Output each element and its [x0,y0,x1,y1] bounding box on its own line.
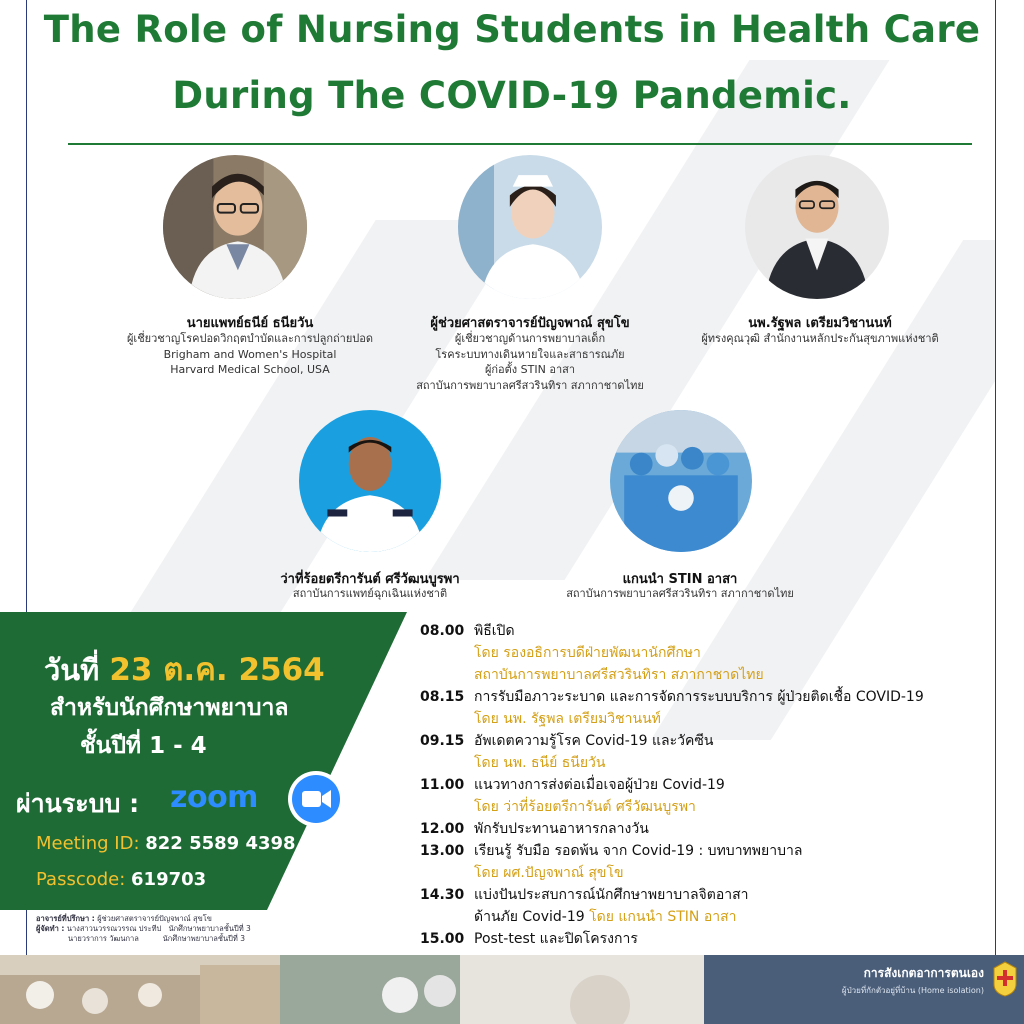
speaker-4-name: ว่าที่ร้อยตรีการันต์ ศรีวัฒนบูรพา [280,572,460,587]
schedule-presenter: โดย แกนนำ STIN อาสา [589,909,737,925]
organizer-role: นักศึกษาพยาบาลชั้นปีที่ 3 [168,924,251,933]
schedule-line [420,642,1000,664]
speaker-2-info-line: สถาบันการพยาบาลศรีสวรินทิรา สภากาชาดไทย [416,378,644,392]
schedule-time: 08.15 [420,689,465,705]
schedule-topic: ด้านภัย Covid-19 [474,909,590,925]
advisor-name: ผู้ช่วยศาสตราจารย์ปัญจพาณ์ สุขโข [97,914,212,923]
schedule-line [420,686,1000,708]
event-date [44,644,325,694]
event-audience-line-2: ชั้นปีที่ 1 - 4 [80,733,207,759]
schedule-line [420,862,1000,884]
schedule-line [420,884,1000,906]
schedule-text [474,840,802,862]
schedule-topic: พิธีเปิด [474,623,515,639]
schedule-text [474,730,713,752]
schedule-topic: พักรับประทานอาหารกลางวัน [474,821,649,837]
credits-organizer-row [36,924,251,934]
schedule-text [474,774,725,796]
schedule-text [474,928,638,950]
schedule-time: 08.00 [420,623,465,639]
schedule-time: 15.00 [420,931,465,947]
speaker-3-name: นพ.รัฐพล เตรียมวิชานนท์ [748,316,892,331]
schedule-line [420,796,1000,818]
schedule-text [474,862,624,884]
organizer-name: นางสาวนวรรณวรรณ ประทีป [66,924,162,933]
schedule-topic: อัพเดตความรู้โรค Covid-19 และวัคซีน [474,733,714,749]
schedule-presenter: โดย รองอธิการบดีฝ่ายพัฒนานักศึกษา [474,645,701,661]
schedule-line [420,818,1000,840]
schedule-time: 11.00 [420,777,465,793]
schedule-presenter: โดย ผศ.ปัญจพาณ์ สุขโข [474,865,624,881]
credits [36,914,251,944]
schedule-topic: แบ่งปันประสบการณ์นักศึกษาพยาบาลจิตอาสา [474,887,749,903]
passcode [36,869,206,890]
speaker-1-info-line: ผู้เชี่ยวชาญโรคปอดวิกฤตบำบัดและการปลูกถ่ายปอด [126,332,374,345]
speaker-4-info-line: สถาบันการแพทย์ฉุกเฉินแห่งชาติ [292,587,448,600]
advisor-label: อาจารย์ที่ปรึกษา : [36,914,95,923]
schedule-topic: การรับมือภาวะระบาด และการจัดการระบบบริการ ผู้ป่วยติดเชื้อ COVID-19 [474,689,924,705]
speaker-photo-4 [299,410,441,552]
organizer-name: นายวราการ วัฒนกาล [68,934,139,943]
speaker-1-portrait-icon [163,155,307,299]
schedule-line [420,730,1000,752]
passcode-label: Passcode: [36,869,132,890]
schedule-line [420,752,1000,774]
organizer-role: นักศึกษาพยาบาลชั้นปีที่ 3 [162,934,245,943]
speaker-2-name: ผู้ช่วยศาสตราจารย์ปัญจพาณ์ สุขโข [430,316,630,331]
meeting-id-value[interactable]: 822 5589 4398 [145,833,296,854]
schedule-text [474,752,605,774]
schedule-time: 14.30 [420,887,465,903]
event-audience-line-1: สำหรับนักศึกษาพยาบาล [50,695,289,721]
schedule-text [474,620,515,642]
credits-organizer-row [36,934,251,944]
schedule-text [474,906,737,928]
schedule [420,620,1000,950]
title-divider [68,143,972,145]
schedule-text [474,818,649,840]
speaker-3-info [630,331,1010,347]
speaker-3-portrait-icon [745,155,889,299]
schedule-topic: เรียนรู้ รับมือ รอดพ้น จาก Covid-19 : บทบาทพยาบาล [474,843,803,859]
speaker-2-info-line: ผู้ก่อตั้ง STIN อาสา [484,363,576,376]
page-title-line-1: The Role of Nursing Students in Health Care [43,8,981,51]
speaker-photo-5 [610,410,752,552]
speaker-5-name: แกนนำ STIN อาสา [622,572,738,587]
meeting-id-label: Meeting ID: [36,833,146,854]
speaker-5-info-line: สถาบันการพยาบาลศรีสวรินทิรา สภากาชาดไทย [566,587,794,600]
video-camera-icon [288,771,344,827]
red-cross-emblem-icon [992,960,1018,998]
speaker-3-info-line: ผู้ทรงคุณวุฒิ สำนักงานหลักประกันสุขภาพแห่งชาติ [701,332,939,345]
schedule-text [474,708,661,730]
schedule-text [474,796,696,818]
speaker-photo-1 [163,155,307,299]
credits-advisor-row [36,914,251,924]
schedule-line [420,906,1000,928]
speaker-2-info-line: โรคระบบทางเดินหายใจและสาธารณภัย [435,347,625,361]
schedule-line [420,664,1000,686]
home-isolation-title: การสังเกตอาการตนเอง [863,966,984,980]
speaker-4-portrait-icon [299,410,441,552]
schedule-line [420,840,1000,862]
schedule-line [420,774,1000,796]
schedule-text [474,884,749,906]
speaker-1-name: นายแพทย์ธนีย์ ธนียวัน [186,316,314,331]
speaker-photo-3 [745,155,889,299]
zoom-logo: zoom [170,780,258,815]
schedule-text [474,642,701,664]
speaker-5-group-photo-icon [610,410,752,552]
speaker-photo-2 [458,155,602,299]
passcode-value[interactable]: 619703 [131,869,207,890]
speaker-2-info-line: ผู้เชี่ยวชาญด้านการพยาบาลเด็ก [454,332,606,345]
event-date-value: 23 ต.ค. 2564 [109,652,325,688]
schedule-text [474,664,764,686]
schedule-topic: Post-test และปิดโครงการ [474,931,638,947]
schedule-text [474,686,924,708]
schedule-line [420,928,1000,950]
page-title-line-2: During The COVID-19 Pandemic. [172,74,852,117]
schedule-presenter: โดย ว่าที่ร้อยตรีการันต์ ศรีวัฒนบูรพา [474,799,696,815]
speaker-1-info-line: Brigham and Women's Hospital [163,347,337,361]
event-date-prefix: วันที่ [44,653,110,687]
schedule-line [420,620,1000,642]
speaker-2-portrait-icon [458,155,602,299]
organizer-label: ผู้จัดทำ : [36,924,65,933]
schedule-topic: แนวทางการส่งต่อเมื่อเจอผู้ป่วย Covid-19 [474,777,725,793]
schedule-line [420,708,1000,730]
schedule-presenter: โดย นพ. ธนีย์ ธนียวัน [474,755,606,771]
schedule-time: 13.00 [420,843,465,859]
schedule-time: 12.00 [420,821,465,837]
speaker-1-info-line: Harvard Medical School, USA [170,363,330,376]
home-isolation-subtitle: ผู้ป่วยที่กักตัวอยู่ที่บ้าน (Home isolation) [841,986,984,995]
speaker-5-info [490,586,870,602]
schedule-time: 09.15 [420,733,465,749]
meeting-id [36,833,296,854]
event-via-label: ผ่านระบบ : [16,789,140,818]
schedule-presenter: โดย นพ. รัฐพล เตรียมวิชานนท์ [474,711,661,727]
schedule-presenter: สถาบันการพยาบาลศรีสวรินทิรา สภากาชาดไทย [474,667,764,683]
